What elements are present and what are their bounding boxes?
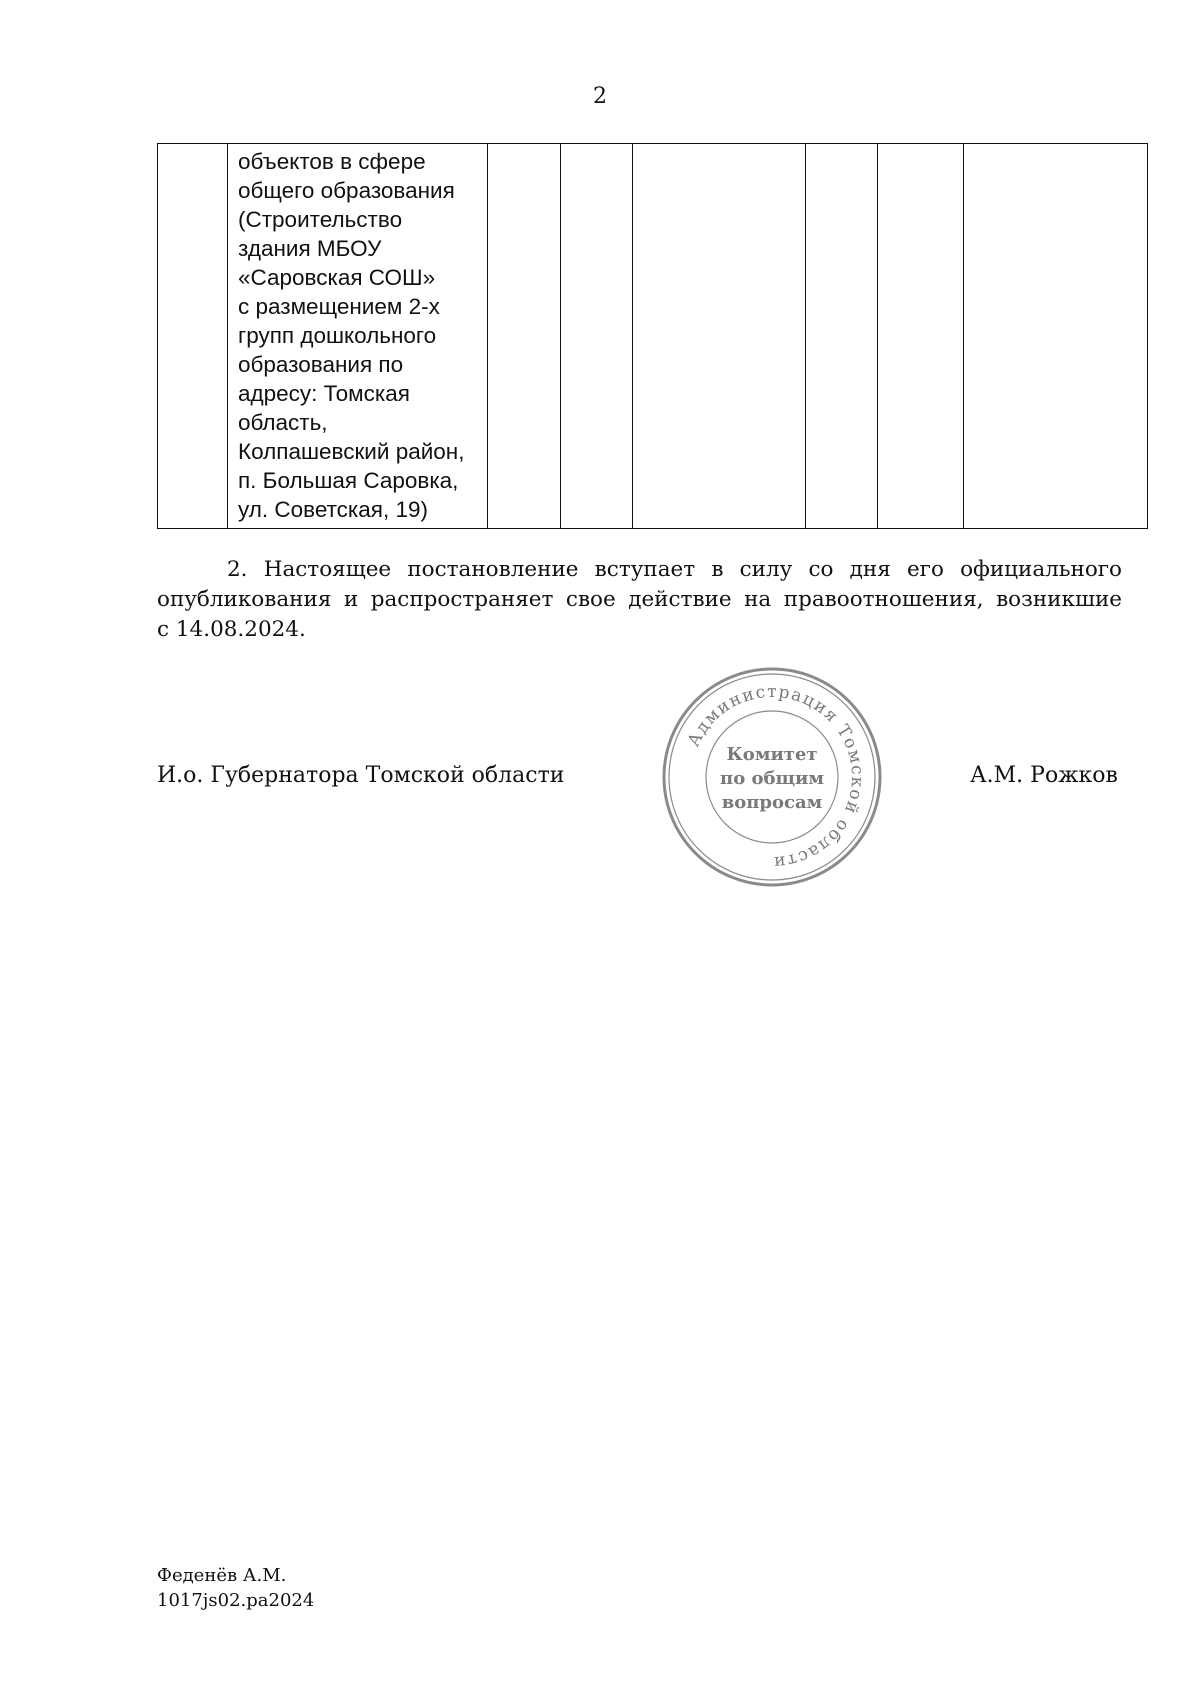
cell-line: ул. Советская, 19) — [238, 497, 428, 522]
cell-line: (Строительство — [238, 207, 403, 232]
official-seal-stamp — [660, 665, 884, 889]
cell-line: «Саровская СОШ» — [238, 265, 436, 290]
page-number: 2 — [593, 84, 607, 109]
footer-author: Феденёв А.М. — [157, 1565, 287, 1586]
cell-line: объектов в сфере — [238, 149, 426, 174]
cell-line: область, — [238, 410, 328, 435]
cell-line: образования по — [238, 352, 404, 377]
paragraph-line: опубликования и распространяет свое действие на правоотношения, возникшие — [157, 587, 1122, 612]
cell-line: групп дошкольного — [238, 323, 437, 348]
seal-center-line: вопросам — [721, 792, 823, 813]
paragraph-effective-date — [157, 555, 1122, 645]
table-row — [158, 144, 1148, 529]
cell-line: здания МБОУ — [238, 236, 382, 261]
seal-ring-text: Администрация Томской области — [683, 681, 868, 873]
cell-line: общего образования — [238, 178, 455, 203]
cell-line: адресу: Томская — [238, 381, 410, 406]
table-cell-empty — [806, 144, 878, 529]
footer-code: 1017js02.pa2024 — [157, 1590, 315, 1611]
table-cell-empty — [561, 144, 633, 529]
table-cell-number — [158, 144, 228, 529]
signatory-position: И.о. Губернатора Томской области — [157, 763, 565, 788]
table-cell-empty — [878, 144, 964, 529]
paragraph-line: с 14.08.2024. — [157, 617, 306, 642]
signatory-name: А.М. Рожков — [970, 763, 1118, 788]
table-cell-description — [228, 144, 488, 529]
continuation-table — [157, 143, 1148, 529]
seal-center-line: Комитет — [726, 744, 818, 765]
paragraph-line: 2. Настоящее постановление вступает в силу со дня его официального — [227, 557, 1122, 582]
seal-center-line: по общим — [720, 768, 824, 789]
cell-line: п. Большая Саровка, — [238, 468, 459, 493]
cell-line: Колпашевский район, — [238, 439, 465, 464]
document-footer — [157, 1563, 314, 1613]
table-cell-empty — [633, 144, 806, 529]
table-cell-empty — [488, 144, 561, 529]
table-cell-empty — [964, 144, 1148, 529]
cell-line: с размещением 2-х — [238, 294, 440, 319]
